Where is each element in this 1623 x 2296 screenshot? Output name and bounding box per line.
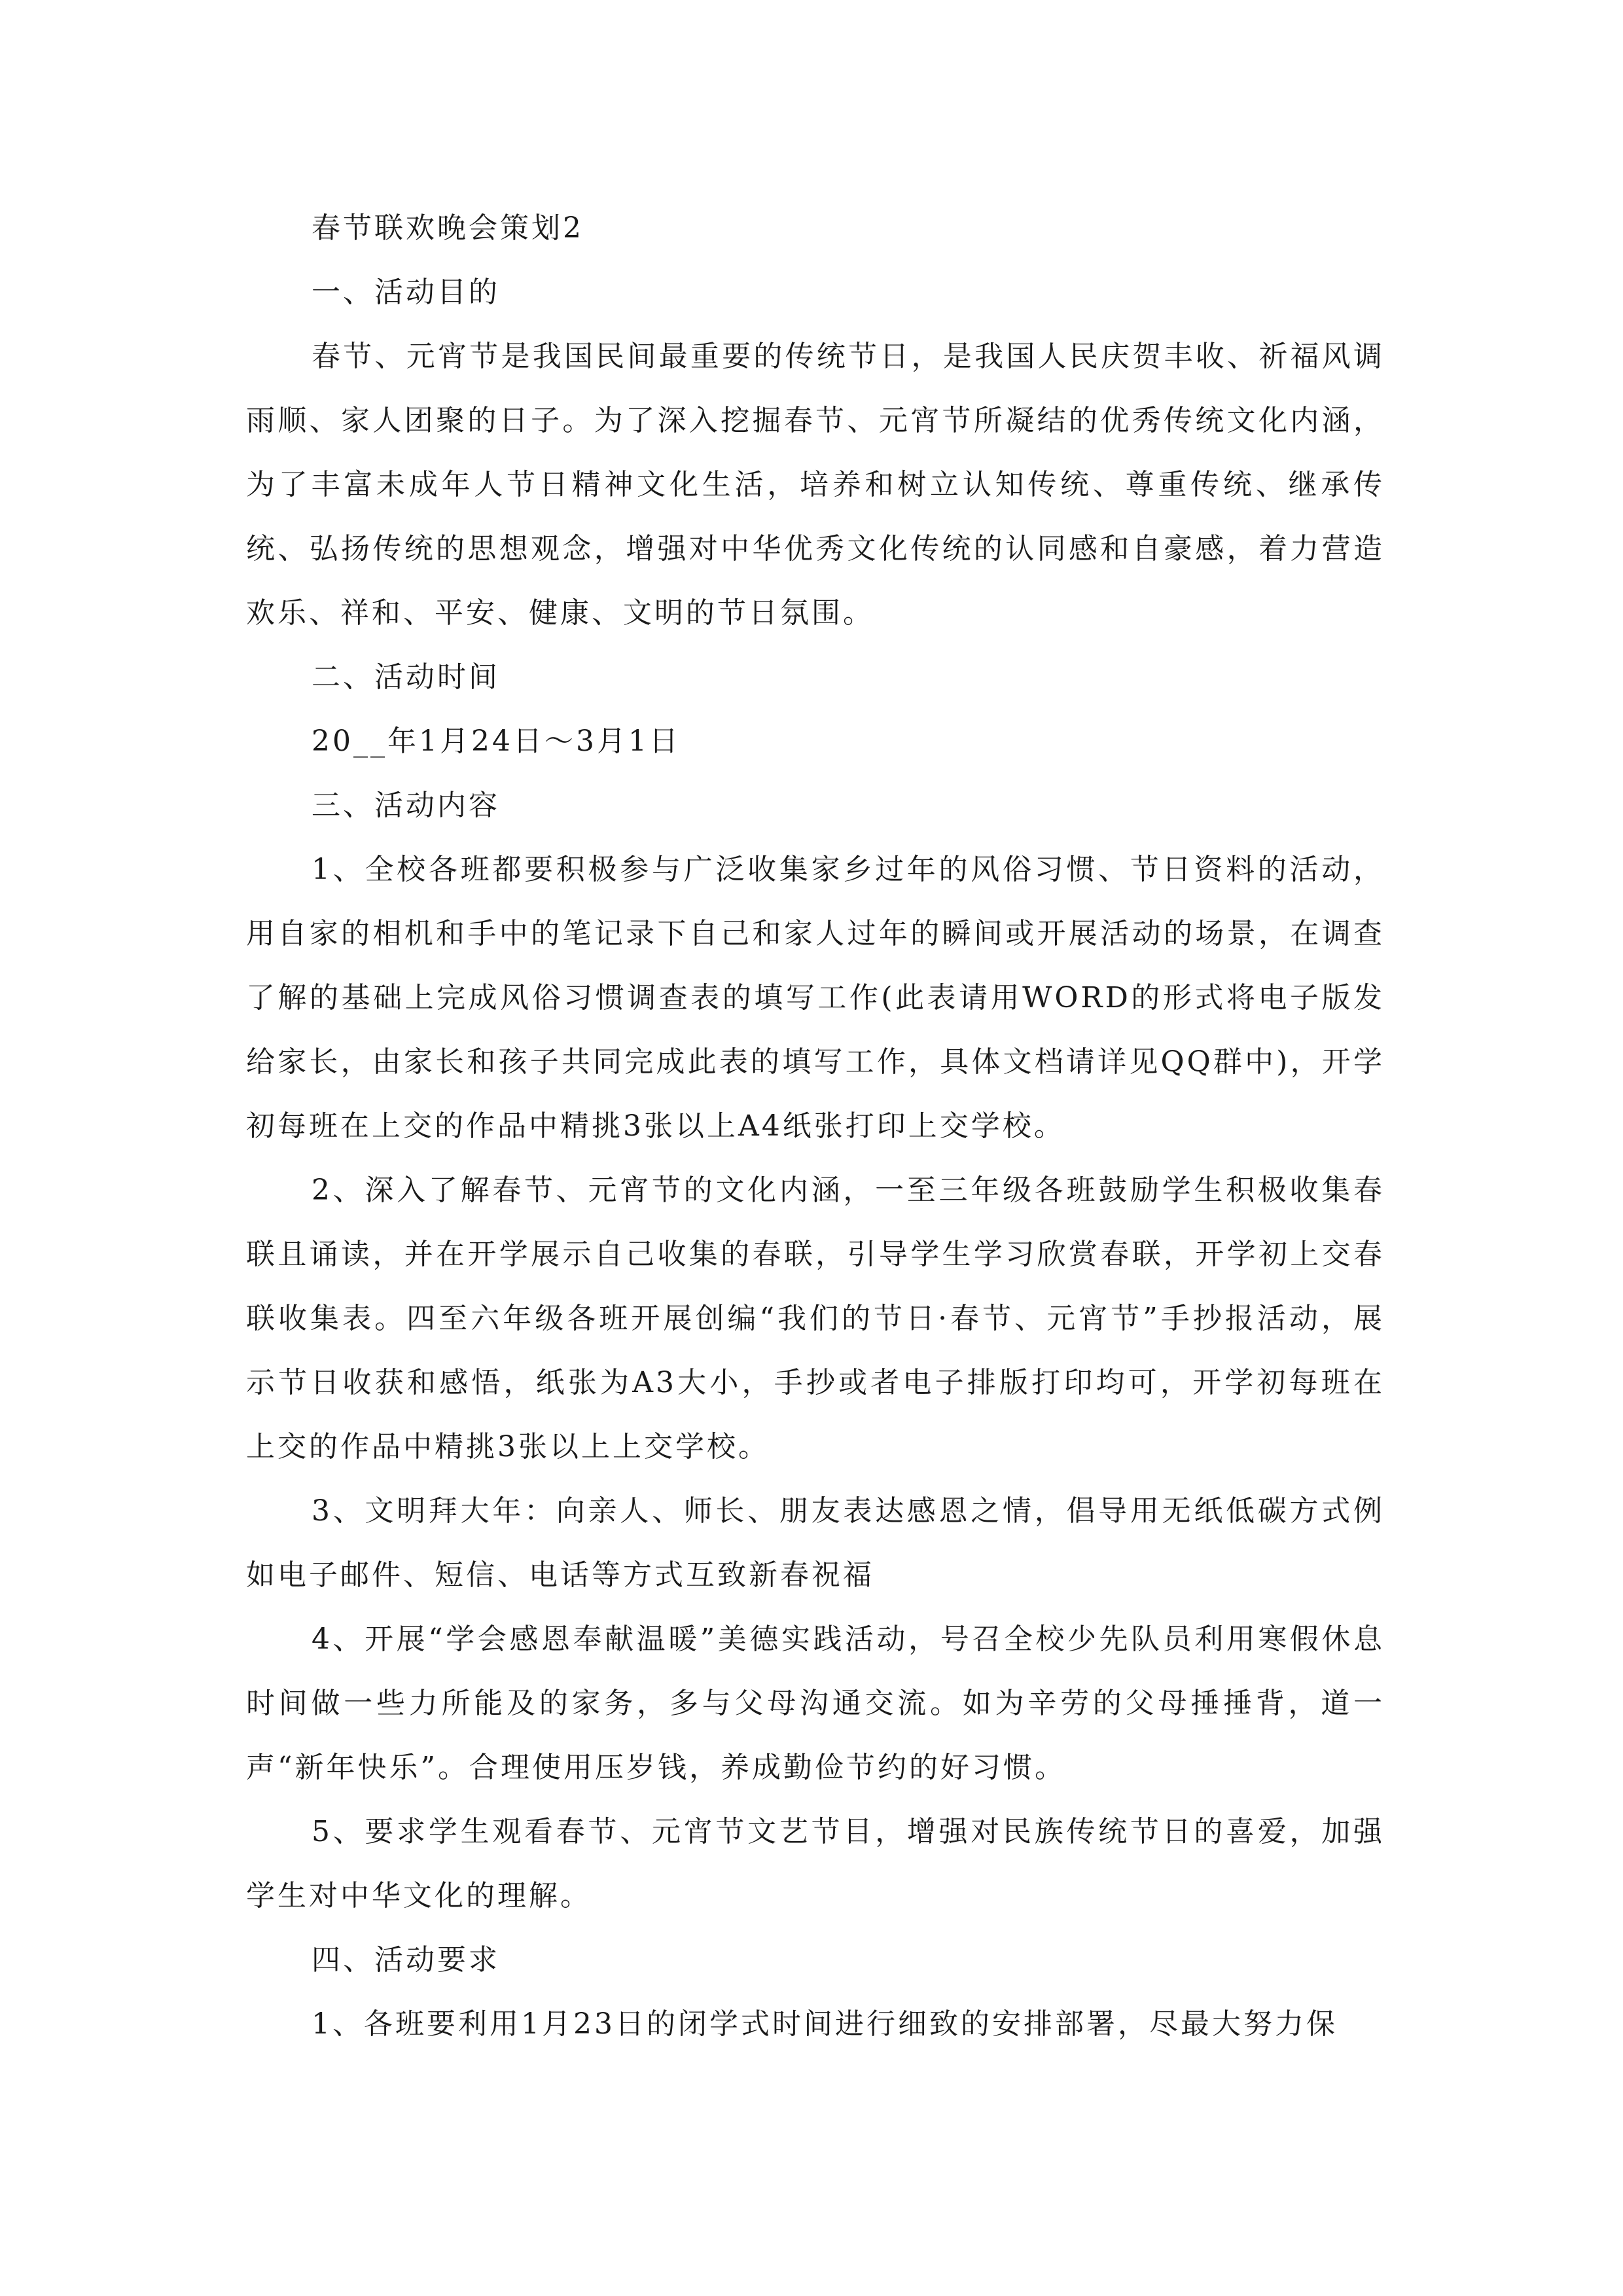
paragraph-time: 20__年1月24日～3月1日 bbox=[312, 725, 681, 758]
paragraph-requirements-1: 1、各班要利用1月23日的闭学式时间进行细致的安排部署，尽最大努力保 bbox=[312, 2007, 1338, 2041]
document-title: 春节联欢晚会策划2 bbox=[312, 211, 584, 245]
paragraph-content-4: 4、开展“学会感恩奉献温暖”美德实践活动，号召全校少先队员利用寒假休息时间做一些力所能及的家务，多与父母沟通交流。如为辛劳的父母捶捶背，道一声“新年快乐”。合理使用压岁钱，养成勤俭节约的好习惯。 bbox=[246, 1623, 1385, 1784]
paragraph-purpose: 春节、元宵节是我国民间最重要的传统节日，是我国人民庆贺丰收、祈福风调雨顺、家人团聚的日子。为了深入挖掘春节、元宵节所凝结的优秀传统文化内涵，为了丰富未成年人节日精神文化生活，培养和树立认知传统、尊重传统、继承传统、弘扬传统的思想观念，增强对中华优秀文化传统的认同感和自豪感，着力营造欢乐、祥和、平安、健康、文明的节日氛围。 bbox=[246, 340, 1385, 630]
paragraph-content-2: 2、深入了解春节、元宵节的文化内涵，一至三年级各班鼓励学生积极收集春联且诵读，并在开学展示自己收集的春联，引导学生学习欣赏春联，开学初上交春联收集表。四至六年级各班开展创编“我们的节日·春节、元宵节”手抄报活动，展示节日收获和感悟，纸张为A3大小，手抄或者电子排版打印均可，开学初每班在上交的作品中精挑3张以上上交学校。 bbox=[246, 1174, 1385, 1463]
paragraph-content-5: 5、要求学生观看春节、元宵节文艺节目，增强对民族传统节日的喜爱，加强学生对中华文化的理解。 bbox=[246, 1815, 1385, 1912]
heading-content: 三、活动内容 bbox=[312, 789, 500, 822]
paragraph-content-3: 3、文明拜大年：向亲人、师长、朋友表达感恩之情，倡导用无纸低碳方式例如电子邮件、短信、电话等方式互致新春祝福 bbox=[246, 1494, 1385, 1592]
heading-purpose: 一、活动目的 bbox=[312, 276, 500, 309]
document-page bbox=[246, 196, 1385, 2056]
paragraph-content-1: 1、全校各班都要积极参与广泛收集家乡过年的风俗习惯、节日资料的活动，用自家的相机和手中的笔记录下自己和家人过年的瞬间或开展活动的场景，在调查了解的基础上完成风俗习惯调查表的填写工作(此表请用WORD的形式将电子版发给家长，由家长和孩子共同完成此表的填写工作，具体文档请详见QQ群中)，开学初每班在上交的作品中精挑3张以上A4纸张打印上交学校。 bbox=[246, 853, 1385, 1143]
heading-time: 二、活动时间 bbox=[312, 660, 500, 694]
heading-requirements: 四、活动要求 bbox=[312, 1943, 500, 1977]
